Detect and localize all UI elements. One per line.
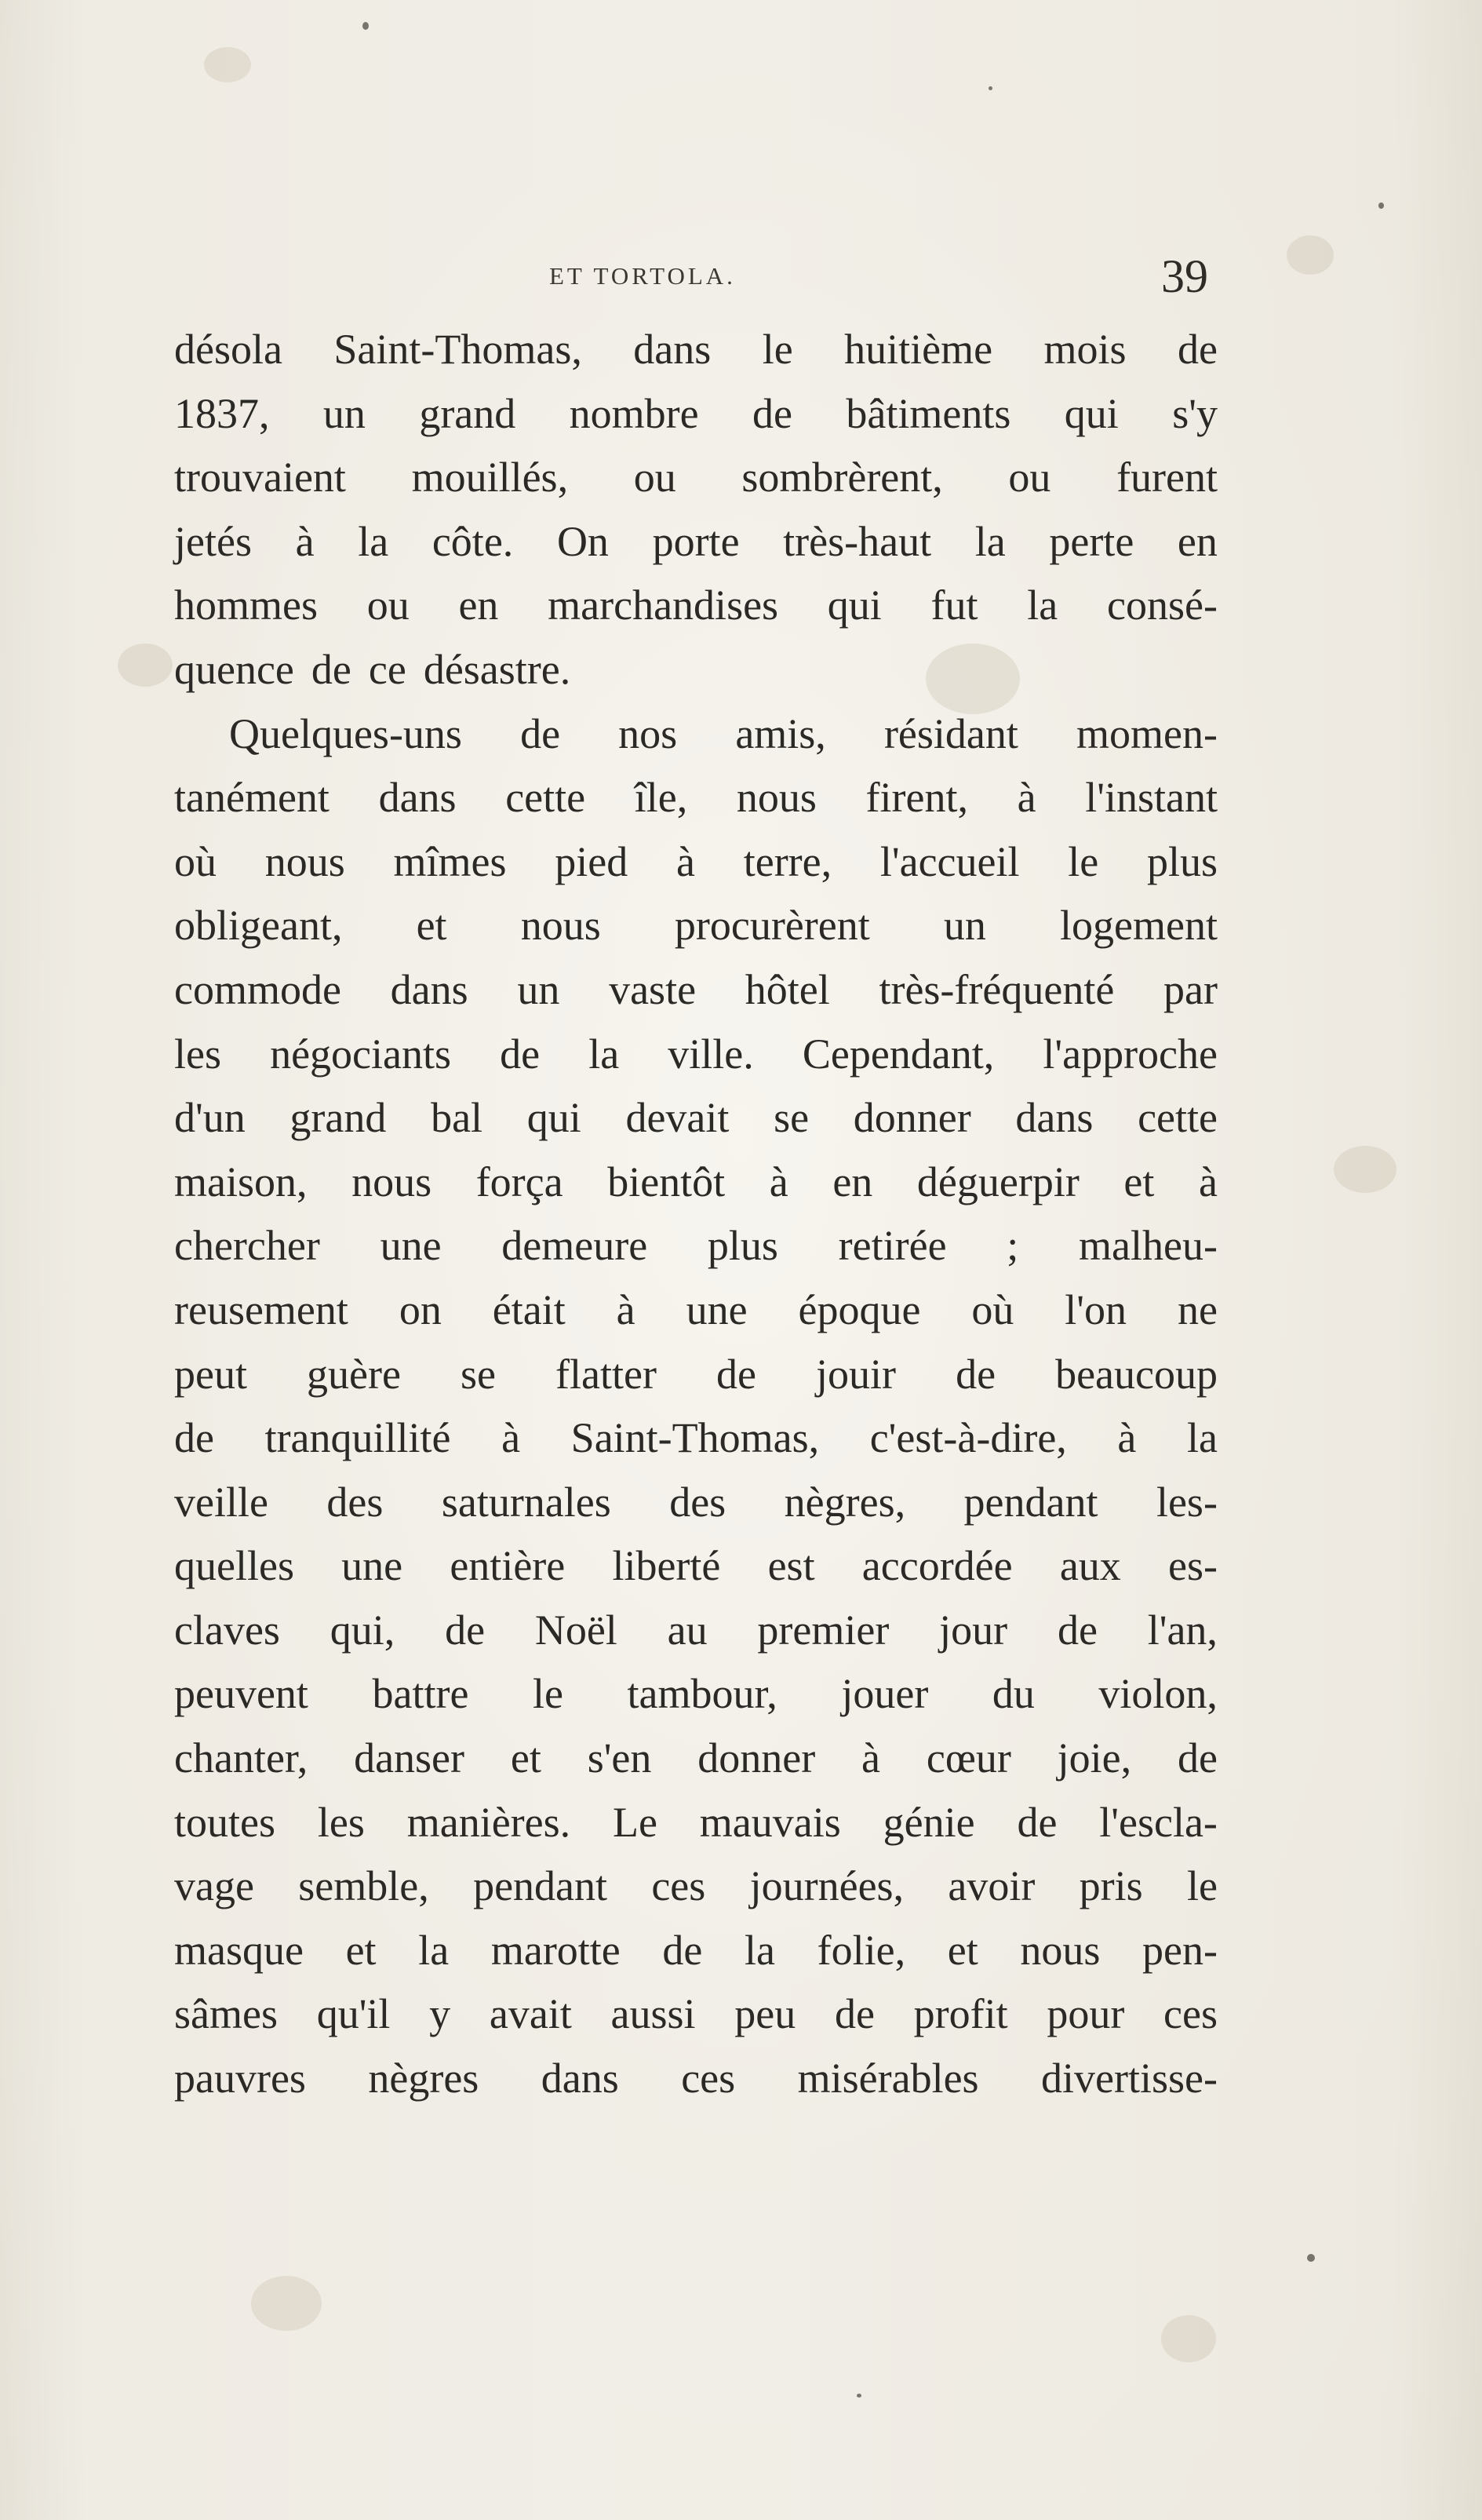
text-line: [174, 766, 1218, 830]
word: de: [752, 389, 792, 437]
word: le: [1187, 1862, 1218, 1910]
word: bientôt: [607, 1158, 726, 1205]
text-line: [174, 1278, 1218, 1343]
word: demeure: [501, 1222, 648, 1270]
word: désastre.: [423, 645, 571, 693]
word: Noël: [534, 1606, 617, 1654]
word: obligeant,: [174, 902, 343, 950]
word: une: [380, 1222, 442, 1270]
foxing-spot: [251, 2276, 322, 2331]
word: à: [769, 1158, 788, 1205]
word: furent: [1116, 454, 1218, 501]
word: pied: [555, 837, 628, 885]
text-line: [174, 318, 1218, 382]
word: de: [956, 1350, 996, 1398]
word: s'y: [1172, 389, 1218, 437]
word: ces: [1163, 1990, 1218, 2038]
word: où: [971, 1286, 1014, 1333]
word: une: [341, 1542, 403, 1590]
word: bal: [431, 1094, 483, 1142]
word: nombre: [569, 389, 699, 437]
word: semble,: [298, 1862, 429, 1910]
word: l'approche: [1043, 1030, 1218, 1078]
text-line: [174, 446, 1218, 510]
word: nous: [264, 837, 345, 885]
text-line: [174, 1086, 1218, 1151]
word: y: [429, 1990, 451, 2038]
word: nous: [520, 902, 601, 950]
text-line: [174, 702, 1218, 767]
word: pour: [1047, 1990, 1125, 2038]
word: dans: [1015, 1094, 1094, 1142]
word: au: [667, 1606, 708, 1654]
word: génie: [883, 1798, 975, 1846]
word: ;: [1007, 1222, 1019, 1270]
word: firent,: [865, 774, 968, 822]
text-line: [174, 1599, 1218, 1663]
page-number: 39: [1161, 250, 1208, 302]
word: Quelques-uns: [229, 709, 462, 757]
word: 1837,: [174, 389, 270, 437]
text-line: [174, 382, 1218, 447]
text-line: [174, 1406, 1218, 1471]
word: de: [311, 645, 351, 693]
word: négociants: [270, 1030, 452, 1078]
word: malheu-: [1079, 1222, 1218, 1270]
word: pendant: [963, 1478, 1098, 1526]
text-line: [174, 1791, 1218, 1855]
word: marotte: [490, 1926, 621, 1974]
word: tranquillité: [264, 1414, 451, 1462]
word: de: [1177, 1734, 1218, 1782]
word: était: [492, 1286, 566, 1333]
word: la: [418, 1926, 450, 1974]
word: donner: [697, 1734, 816, 1782]
word: aux: [1059, 1542, 1121, 1590]
word: désola: [174, 326, 282, 373]
word: devait: [625, 1094, 730, 1142]
word: chercher: [174, 1222, 320, 1270]
word: guère: [307, 1350, 401, 1398]
text-line: [174, 1214, 1218, 1278]
word: un: [322, 389, 366, 437]
word: beaucoup: [1055, 1350, 1218, 1398]
word: des: [326, 1478, 384, 1526]
word: cœur: [926, 1734, 1011, 1782]
word: jouer: [841, 1670, 929, 1718]
word: mouillés,: [411, 454, 569, 501]
word: toutes: [174, 1798, 275, 1846]
word: bâtiments: [846, 389, 1011, 437]
word: un: [943, 902, 986, 950]
text-line: [174, 2047, 1218, 2111]
word: c'est-à-dire,: [869, 1414, 1067, 1462]
word: une: [686, 1286, 748, 1333]
word: On: [556, 517, 609, 565]
word: terre,: [743, 837, 832, 885]
word: l'instant: [1085, 774, 1218, 822]
word: avait: [489, 1990, 572, 2038]
foxing-spot: [204, 47, 251, 82]
word: pen-: [1142, 1926, 1218, 1974]
word: nègres: [368, 2055, 479, 2102]
word: momen-: [1076, 709, 1218, 757]
text-line: [174, 1727, 1218, 1791]
word: est: [767, 1542, 815, 1590]
word: reusement: [174, 1286, 348, 1333]
word: très-fréquenté: [879, 965, 1115, 1013]
word: amis,: [735, 709, 826, 757]
word: pris: [1079, 1862, 1143, 1910]
text-line: [174, 1919, 1218, 1983]
text-line: [174, 1854, 1218, 1919]
word: avoir: [948, 1862, 1036, 1910]
word: ou: [1008, 454, 1051, 501]
word: qui: [827, 582, 882, 629]
word: Le: [612, 1798, 657, 1846]
word: la: [974, 517, 1006, 565]
word: masque: [174, 1926, 304, 1974]
word: île,: [634, 774, 688, 822]
word: de: [500, 1030, 541, 1078]
word: qu'il: [316, 1990, 391, 2038]
word: manières.: [406, 1798, 571, 1846]
word: époque: [798, 1286, 921, 1333]
word: jouir: [816, 1350, 897, 1398]
word: se: [774, 1094, 810, 1142]
word: trouvaient: [174, 454, 346, 501]
word: résidant: [883, 709, 1018, 757]
word: à: [676, 837, 695, 885]
word: cette: [505, 774, 586, 822]
running-title: ET TORTOLA.: [549, 262, 736, 290]
word: où: [174, 837, 217, 885]
word: premier: [757, 1606, 890, 1654]
word: et: [416, 902, 447, 950]
word: hommes: [174, 582, 318, 629]
word: marchandises: [548, 582, 779, 629]
word: grand: [289, 1094, 387, 1142]
word: peuvent: [174, 1670, 308, 1718]
word: de: [445, 1606, 486, 1654]
word: à: [501, 1414, 521, 1462]
word: tambour,: [627, 1670, 777, 1718]
word: des: [669, 1478, 726, 1526]
word: fut: [930, 582, 978, 629]
paper-speck: [1378, 202, 1384, 209]
word: claves: [174, 1606, 280, 1654]
word: côte.: [431, 517, 514, 565]
text-line: [174, 1343, 1218, 1407]
word: ce: [368, 645, 406, 693]
word: ces: [651, 1862, 706, 1910]
word: par: [1163, 965, 1218, 1013]
word: l'accueil: [879, 837, 1020, 885]
word: ou: [633, 454, 676, 501]
word: l'escla-: [1099, 1798, 1218, 1846]
word: profit: [913, 1990, 1008, 2038]
word: quence: [174, 645, 294, 693]
word: battre: [372, 1670, 469, 1718]
word: et: [1123, 1158, 1155, 1205]
word: on: [399, 1286, 442, 1333]
word: vage: [174, 1862, 254, 1910]
word: de: [1178, 326, 1218, 373]
word: de: [174, 1414, 214, 1462]
word: à: [295, 517, 315, 565]
word: aussi: [610, 1990, 696, 2038]
word: de: [1057, 1606, 1098, 1654]
foxing-spot: [118, 644, 173, 687]
word: plus: [707, 1222, 778, 1270]
word: la: [1186, 1414, 1218, 1462]
word: ou: [366, 582, 410, 629]
word: le: [532, 1670, 563, 1718]
word: la: [588, 1030, 620, 1078]
word: mauvais: [699, 1798, 841, 1846]
word: nous: [736, 774, 817, 822]
word: jour: [939, 1606, 1008, 1654]
word: nos: [618, 709, 678, 757]
word: pendant: [473, 1862, 608, 1910]
word: les: [317, 1798, 365, 1846]
word: donner: [853, 1094, 971, 1142]
word: mois: [1043, 326, 1127, 373]
word: Saint-Thomas,: [333, 326, 582, 373]
paper-speck: [857, 2394, 861, 2398]
word: grand: [419, 389, 516, 437]
word: du: [992, 1670, 1035, 1718]
word: consé-: [1107, 582, 1218, 629]
word: perte: [1049, 517, 1134, 565]
word: de: [834, 1990, 875, 2038]
word: es-: [1168, 1542, 1218, 1590]
word: maison,: [174, 1158, 308, 1205]
word: dans: [633, 326, 712, 373]
foxing-spot: [1287, 235, 1334, 275]
word: entière: [450, 1542, 566, 1590]
body-text: [174, 318, 1218, 2111]
word: divertisse-: [1041, 2055, 1218, 2102]
word: cette: [1138, 1094, 1218, 1142]
foxing-spot: [1334, 1146, 1396, 1193]
word: la: [1027, 582, 1058, 629]
word: à: [861, 1734, 881, 1782]
word: flatter: [555, 1350, 657, 1398]
word: et: [345, 1926, 377, 1974]
word: dans: [390, 965, 468, 1013]
foxing-spot: [1161, 2315, 1216, 2362]
word: misérables: [797, 2055, 979, 2102]
word: peu: [734, 1990, 796, 2038]
word: le: [762, 326, 793, 373]
word: les: [174, 1030, 221, 1078]
word: la: [358, 517, 389, 565]
word: et: [947, 1926, 978, 1974]
paper-speck: [1307, 2254, 1315, 2262]
word: mîmes: [393, 837, 507, 885]
word: s'en: [587, 1734, 652, 1782]
word: à: [1198, 1158, 1218, 1205]
word: Cependant,: [802, 1030, 995, 1078]
word: folie,: [817, 1926, 906, 1974]
word: en: [458, 582, 499, 629]
word: commode: [174, 965, 341, 1013]
word: dans: [541, 2055, 619, 2102]
word: la: [745, 1926, 776, 1974]
word: violon,: [1098, 1670, 1218, 1718]
word: jetés: [174, 517, 252, 565]
text-line: [174, 1662, 1218, 1727]
word: un: [517, 965, 560, 1013]
text-line: [174, 830, 1218, 895]
word: nègres,: [784, 1478, 906, 1526]
word: logement: [1060, 902, 1218, 950]
text-line: [174, 510, 1218, 574]
word: qui,: [330, 1606, 395, 1654]
word: liberté: [612, 1542, 721, 1590]
text-line: [174, 1151, 1218, 1215]
word: quelles: [174, 1542, 294, 1590]
text-line: [174, 1534, 1218, 1599]
word: à: [616, 1286, 635, 1333]
word: hôtel: [745, 965, 830, 1013]
word: de: [662, 1926, 703, 1974]
text-line: [174, 958, 1218, 1023]
word: de: [1017, 1798, 1058, 1846]
word: en: [832, 1158, 873, 1205]
word: d'un: [174, 1094, 246, 1142]
word: dans: [378, 774, 457, 822]
paper-speck: [989, 86, 992, 90]
text-line: [174, 574, 1218, 638]
word: veille: [174, 1478, 268, 1526]
word: nous: [351, 1158, 432, 1205]
word: déguerpir: [916, 1158, 1080, 1205]
word: retirée: [838, 1222, 947, 1270]
word: Saint-Thomas,: [570, 1414, 820, 1462]
word: ville.: [668, 1030, 754, 1078]
word: nous: [1020, 1926, 1101, 1974]
word: l'on: [1065, 1286, 1127, 1333]
paper-speck: [362, 22, 369, 30]
word: joie,: [1057, 1734, 1132, 1782]
word: peut: [174, 1350, 247, 1398]
word: très-haut: [783, 517, 932, 565]
word: le: [1068, 837, 1099, 885]
word: accordée: [861, 1542, 1013, 1590]
word: en: [1177, 517, 1218, 565]
word: et: [510, 1734, 541, 1782]
word: de: [716, 1350, 756, 1398]
word: qui: [526, 1094, 581, 1142]
word: journées,: [749, 1862, 905, 1910]
word: força: [475, 1158, 563, 1205]
word: les-: [1156, 1478, 1218, 1526]
word: ces: [681, 2055, 736, 2102]
word: procurèrent: [674, 902, 870, 950]
word: danser: [354, 1734, 465, 1782]
word: vaste: [609, 965, 697, 1013]
word: à: [1117, 1414, 1137, 1462]
word: ne: [1177, 1286, 1218, 1333]
word: tanément: [174, 774, 330, 822]
text-line: [174, 1023, 1218, 1087]
text-line: [174, 894, 1218, 958]
word: sombrèrent,: [741, 454, 943, 501]
word: sâmes: [174, 1990, 278, 2038]
word: de: [520, 709, 561, 757]
word: l'an,: [1147, 1606, 1218, 1654]
word: pauvres: [174, 2055, 306, 2102]
word: huitième: [844, 326, 993, 373]
text-line: [174, 1982, 1218, 2047]
word: à: [1017, 774, 1036, 822]
word: se: [461, 1350, 496, 1398]
word: porte: [652, 517, 740, 565]
word: saturnales: [441, 1478, 611, 1526]
text-line: [174, 1471, 1218, 1535]
text-line: [174, 638, 1218, 702]
word: plus: [1146, 837, 1218, 885]
word: chanter,: [174, 1734, 308, 1782]
word: qui: [1064, 389, 1119, 437]
